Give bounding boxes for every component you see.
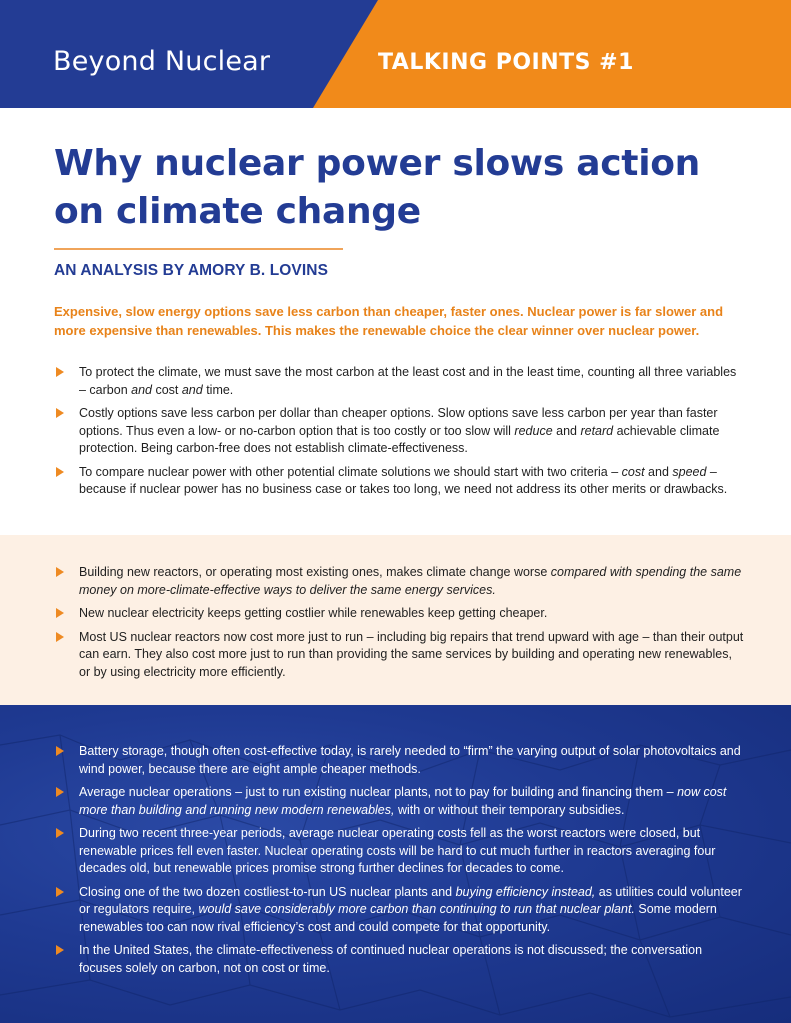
byline: AN ANALYSIS BY AMORY B. LOVINS (54, 262, 329, 279)
bullet-text: buying efficiency instead, (455, 884, 596, 899)
bullet-arrow-icon (56, 828, 64, 838)
bullet-text: To compare nuclear power with other potential climate solutions we should start with two criteria – (79, 464, 622, 479)
bullet-text: with or without their temporary subsidies. (394, 802, 625, 817)
bullet-text: cost (151, 382, 182, 397)
bullet-item (54, 605, 744, 623)
brand-name: Beyond Nuclear (53, 46, 271, 77)
bullet-item (54, 784, 744, 819)
bullet-text: During two recent three-year periods, average nuclear operating costs fell as the worst reactors were closed, but renewable prices fell even faster. Nuclear operating costs will be hard to cut much further in reactors averaging four decades old, but renewable prices promise strong further declines for decades to come. (79, 826, 716, 875)
header-banner (0, 0, 791, 108)
series-label: TALKING POINTS #1 (378, 50, 634, 75)
bullet-text: Building new reactors, or operating most existing ones, makes climate change worse (79, 565, 551, 579)
bullet-arrow-icon (56, 467, 64, 477)
bullet-item (54, 405, 744, 458)
page-title: Why nuclear power slows action on climate change (54, 143, 700, 232)
bullet-arrow-icon (56, 608, 64, 618)
bullet-text: compared with spending the same money on more-climate-effective ways to deliver the same energy services. (79, 565, 742, 597)
bullet-arrow-icon (56, 567, 64, 577)
section-2-bullets (54, 564, 744, 687)
bullet-item (54, 743, 744, 778)
bullet-text: retard (580, 423, 614, 438)
bullet-text: reduce (514, 423, 553, 438)
bullet-text: and (181, 382, 203, 397)
bullet-item (54, 364, 744, 399)
bullet-text: Most US nuclear reactors now cost more just to run – including big repairs that trend upward with age – than their output can earn. They also cost more just to run than providing the same services by building and operating new renewables, or by using electricity more efficiently. (79, 629, 744, 679)
bullet-arrow-icon (56, 632, 64, 642)
bullet-item (54, 564, 744, 599)
bullet-text: would save considerably more carbon than continuing to run that nuclear plant. (198, 902, 635, 916)
bullet-text: Battery storage, though often cost-effective today, is rarely needed to “firm” the varying output of solar photovoltaics and wind power, because there are eight ample cheaper methods. (79, 744, 741, 776)
intro-summary: Expensive, slow energy options save less carbon than cheaper, faster ones. Nuclear power is far slower and more expensive than renewables. This makes the renewable choice the clear winner over nuclear power. (54, 304, 724, 338)
bullet-arrow-icon (56, 887, 64, 897)
bullet-item (54, 825, 744, 878)
title-divider (54, 248, 343, 250)
bullet-text: time. (202, 382, 234, 397)
section-1-bullets (54, 364, 744, 505)
bullet-arrow-icon (56, 367, 64, 377)
bullet-text: Closing one of the two dozen costliest-to-run US nuclear plants and (79, 884, 456, 899)
bullet-text: now cost more than building and running new modern renewables, (79, 785, 727, 817)
bullet-item (54, 464, 744, 499)
bullet-text: – because if nuclear power has no business case or takes too long, we need not address its other merits or drawbacks. (79, 464, 728, 496)
bullet-text: speed (672, 464, 707, 479)
bullet-text: and (131, 382, 152, 397)
bullet-text: In the United States, the climate-effectiveness of continued nuclear operations is not discussed; the conversation focuses solely on carbon, not on cost or time. (79, 943, 703, 975)
bullet-arrow-icon (56, 945, 64, 955)
bullet-item (54, 942, 744, 977)
bullet-text: Average nuclear operations – just to run existing nuclear plants, not to pay for building and financing them – (79, 785, 678, 799)
section-3-bullets (54, 743, 744, 983)
bullet-text: as utilities could volunteer or regulators require, (79, 884, 742, 916)
bullet-text: New nuclear electricity keeps getting costlier while renewables keep getting cheaper. (79, 606, 548, 620)
bullet-text: achievable climate protection. Being carbon-free does not establish climate-effectiveness. (79, 423, 720, 455)
bullet-item (54, 629, 744, 682)
bullet-text: and (552, 423, 581, 438)
bullet-text: Costly options save less carbon per dollar than cheaper options. Slow options save less carbon per year than faster options. Thus even a low- or no-carbon option that is too costly or too slow will (79, 406, 718, 438)
bullet-text: and (644, 464, 673, 479)
bullet-text: To protect the climate, we must save the most carbon at the least cost and in the least time, counting all three variables – carbon (79, 365, 737, 397)
bullet-arrow-icon (56, 408, 64, 418)
bullet-text: cost (621, 464, 645, 479)
bullet-arrow-icon (56, 746, 64, 756)
bullet-text: Some modern renewables too can now rival efficiency’s cost and could compete for that opportunity. (79, 902, 717, 934)
bullet-arrow-icon (56, 787, 64, 797)
bullet-item (54, 884, 744, 937)
